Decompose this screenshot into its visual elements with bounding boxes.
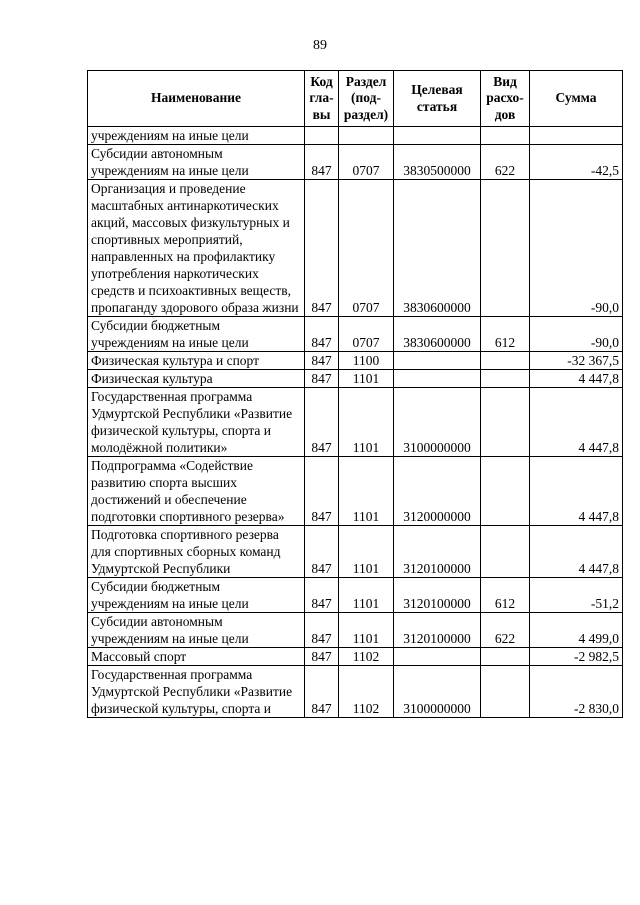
table-header-row [88,71,623,127]
cell-type [481,370,530,388]
cell-sum: -51,2 [530,578,623,613]
table-row [88,127,623,145]
cell-type [481,648,530,666]
table-row [88,180,623,317]
header-target: Целевая статья [394,71,481,127]
table-row [88,526,623,578]
cell-target: 3120100000 [394,578,481,613]
header-name: Наименование [88,71,305,127]
cell-sum: -90,0 [530,180,623,317]
table-row [88,352,623,370]
header-type: Вид расхо- дов [481,71,530,127]
cell-chapter: 847 [305,526,339,578]
cell-type: 612 [481,578,530,613]
page-number: 89 [313,38,327,53]
cell-name: Массовый спорт [88,648,305,666]
table-row [88,317,623,352]
cell-target: 3120000000 [394,457,481,526]
cell-chapter: 847 [305,613,339,648]
table-row [88,578,623,613]
cell-sum: 4 447,8 [530,388,623,457]
cell-type [481,457,530,526]
cell-chapter: 847 [305,370,339,388]
cell-type [481,666,530,718]
budget-table [87,70,623,718]
cell-chapter [305,127,339,145]
cell-section: 0707 [339,180,394,317]
cell-section: 1102 [339,648,394,666]
cell-name: Субсидии автономным учреждениям на иные цели [88,613,305,648]
header-chapter: Код гла- вы [305,71,339,127]
cell-target: 3100000000 [394,388,481,457]
cell-name: Субсидии автономным учреждениям на иные цели [88,145,305,180]
cell-target [394,352,481,370]
cell-section: 1101 [339,526,394,578]
cell-sum: 4 447,8 [530,526,623,578]
cell-sum [530,127,623,145]
cell-target: 3830600000 [394,180,481,317]
cell-type [481,526,530,578]
cell-chapter: 847 [305,145,339,180]
table-row [88,648,623,666]
cell-type [481,180,530,317]
cell-chapter: 847 [305,666,339,718]
cell-chapter: 847 [305,457,339,526]
cell-name: учреждениям на иные цели [88,127,305,145]
cell-type [481,127,530,145]
cell-name: Физическая культура [88,370,305,388]
cell-name: Субсидии бюджетным учреждениям на иные цели [88,578,305,613]
cell-type: 622 [481,145,530,180]
cell-chapter: 847 [305,648,339,666]
cell-target: 3120100000 [394,613,481,648]
cell-sum: -2 982,5 [530,648,623,666]
cell-chapter: 847 [305,317,339,352]
cell-section: 1101 [339,370,394,388]
cell-type: 612 [481,317,530,352]
cell-name: Субсидии бюджетным учреждениям на иные цели [88,317,305,352]
cell-type: 622 [481,613,530,648]
cell-target [394,370,481,388]
cell-chapter: 847 [305,352,339,370]
cell-name: Подготовка спортивного резерва для спортивных сборных команд Удмуртской Республики [88,526,305,578]
table-row [88,370,623,388]
cell-type [481,388,530,457]
cell-section: 0707 [339,145,394,180]
cell-target [394,648,481,666]
cell-sum: 4 447,8 [530,457,623,526]
cell-sum: -32 367,5 [530,352,623,370]
cell-sum: -2 830,0 [530,666,623,718]
cell-target: 3830600000 [394,317,481,352]
table-row [88,666,623,718]
cell-name: Государственная программа Удмуртской Республики «Развитие физической культуры, спорта и [88,666,305,718]
cell-name: Физическая культура и спорт [88,352,305,370]
cell-target: 3120100000 [394,526,481,578]
cell-section: 0707 [339,317,394,352]
header-sum: Сумма [530,71,623,127]
table-row [88,388,623,457]
cell-name: Государственная программа Удмуртской Республики «Развитие физической культуры, спорта и молодёжной политики» [88,388,305,457]
cell-section: 1101 [339,388,394,457]
cell-sum: 4 447,8 [530,370,623,388]
cell-target: 3830500000 [394,145,481,180]
cell-section: 1101 [339,613,394,648]
cell-section: 1101 [339,578,394,613]
cell-chapter: 847 [305,388,339,457]
cell-name: Подпрограмма «Содействие развитию спорта высших достижений и обеспечение подготовки спортивного резерва» [88,457,305,526]
table-row [88,613,623,648]
cell-chapter: 847 [305,180,339,317]
header-section: Раздел (под- раздел) [339,71,394,127]
table-row [88,145,623,180]
cell-target [394,127,481,145]
cell-target: 3100000000 [394,666,481,718]
table-row [88,457,623,526]
cell-sum: -42,5 [530,145,623,180]
cell-sum: 4 499,0 [530,613,623,648]
cell-section: 1101 [339,457,394,526]
cell-chapter: 847 [305,578,339,613]
cell-sum: -90,0 [530,317,623,352]
cell-type [481,352,530,370]
cell-section: 1100 [339,352,394,370]
cell-section: 1102 [339,666,394,718]
cell-section [339,127,394,145]
cell-name: Организация и проведение масштабных антинаркотических акций, массовых физкультурных и спортивных мероприятий, направленных на профилактику употребления наркотических средств и психоактивных веществ, пропаганду здорового образа жизни [88,180,305,317]
